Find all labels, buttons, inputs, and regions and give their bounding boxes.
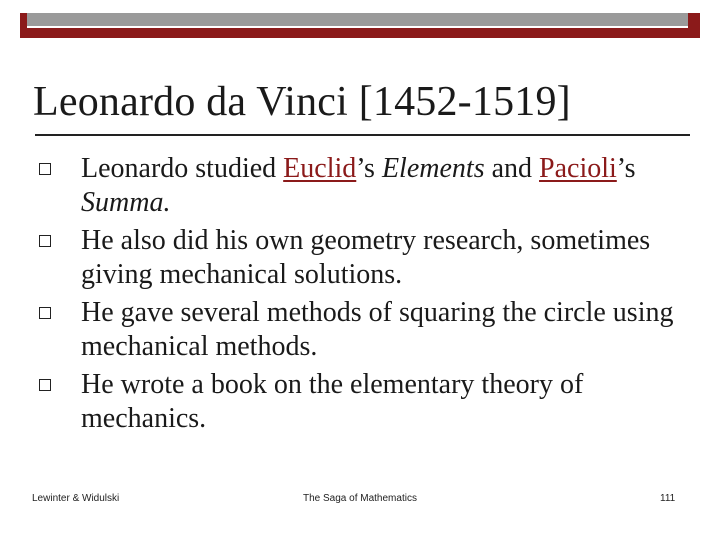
hyperlink-euclid[interactable]: Euclid <box>283 153 357 184</box>
bullet-item <box>36 296 706 364</box>
bullet-item <box>36 368 706 436</box>
bullet-text <box>81 225 650 290</box>
slide-title: Leonardo da Vinci [1452-1519] <box>33 79 571 125</box>
hollow-square-bullet-icon <box>39 163 51 175</box>
hollow-square-bullet-icon <box>39 235 51 247</box>
hollow-square-bullet-icon <box>39 379 51 391</box>
title-underline-rule <box>35 134 690 136</box>
bullet-item <box>36 224 706 292</box>
text-run: He also did his own geometry research, sometimes giving mechanical solutions. <box>81 225 651 290</box>
bullet-item <box>36 152 706 220</box>
top-red-bar <box>27 28 688 38</box>
top-gray-bar <box>27 13 688 26</box>
bullet-list <box>36 152 706 436</box>
hyperlink-pacioli[interactable]: Pacioli <box>539 153 617 184</box>
text-run: He gave several methods of squaring the circle using mechanical methods. <box>81 297 674 362</box>
hollow-square-bullet-icon <box>39 307 51 319</box>
text-run: ’s <box>616 153 636 184</box>
text-run: ’s <box>356 153 382 184</box>
bullet-text <box>81 297 673 362</box>
footer-course-title: The Saga of Mathematics <box>303 493 417 504</box>
top-right-square <box>688 13 700 38</box>
text-run: Leonardo studied <box>81 153 284 184</box>
text-run: and <box>484 153 540 184</box>
footer-page-number: 111 <box>660 493 676 504</box>
italic-text: Elements <box>381 153 485 184</box>
italic-text: Summa. <box>81 187 171 218</box>
footer-authors: Lewinter & Widulski <box>32 493 120 504</box>
text-run: He wrote a book on the elementary theory of mechanics. <box>81 369 584 434</box>
top-left-square <box>20 13 27 38</box>
bullet-text <box>81 153 635 218</box>
bullet-text <box>81 369 583 434</box>
